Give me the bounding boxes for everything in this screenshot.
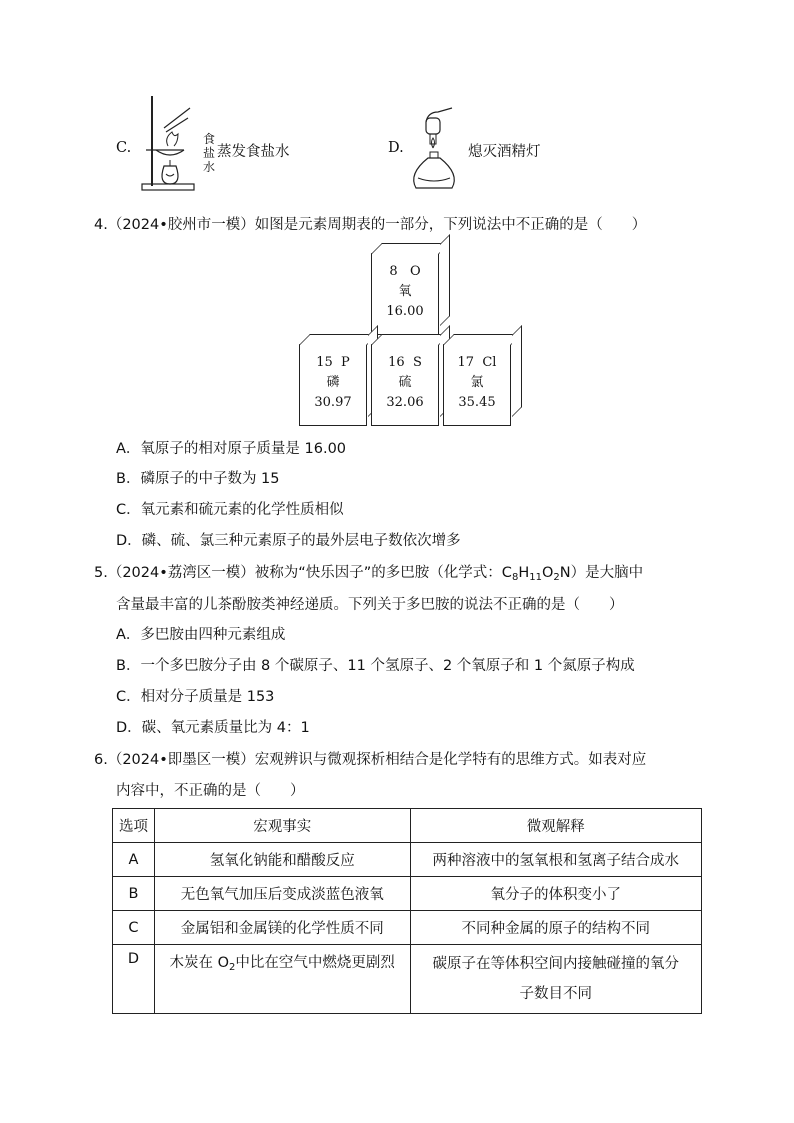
element-mass: 32.06 [386, 395, 424, 410]
element-number: 8 [389, 264, 398, 279]
formula-sub-o: 2 [553, 572, 560, 583]
fact-text-pre: 木炭在 O [169, 955, 230, 971]
question-4-stem: 4.（2024•胶州市一模）如图是元素周期表的一部分，下列说法中不正确的是（ ） [94, 217, 647, 233]
macro-micro-table [112, 808, 702, 1014]
table-header-cell: 选项 [113, 809, 155, 843]
fact-cell: 无色氧气加压后变成淡蓝色液氧 [154, 877, 410, 911]
explain-cell [410, 945, 702, 1014]
element-tile-oxygen [371, 253, 439, 335]
element-name: 硫 [398, 375, 412, 390]
formula-h: H [518, 565, 530, 581]
explain-cell: 两种溶液中的氢氧根和氢离子结合成水 [410, 843, 702, 877]
element-tile-chlorine [443, 344, 511, 426]
question-6-stem-line2: 内容中，不正确的是（ ） [116, 783, 305, 799]
q4-option-c: C．氧元素和硫元素的化学性质相似 [116, 502, 344, 518]
explain-cell: 氧分子的体积变小了 [410, 877, 702, 911]
question-5-stem-line2: 含量最丰富的儿茶酚胺类神经递质。下列关于多巴胺的说法不正确的是（ ） [116, 597, 624, 613]
element-mass: 16.00 [386, 304, 424, 319]
element-tile-phosphorus [299, 344, 367, 426]
element-mass: 35.45 [458, 395, 496, 410]
element-mass: 30.97 [314, 395, 352, 410]
element-name: 氧 [398, 284, 412, 299]
explain-line-2: 子数目不同 [519, 986, 592, 1002]
option-cell: B [113, 877, 155, 911]
fact-cell [154, 945, 410, 1014]
q5-option-d: D．碳、氧元素质量比为 4：1 [116, 720, 310, 736]
element-name: 氯 [470, 375, 484, 390]
question-6-stem-line1: 6.（2024•即墨区一模）宏观辨识与微观探析相结合是化学特有的思维方式。如表对应 [94, 752, 647, 768]
element-symbol: P [341, 355, 350, 370]
q5-stem-post: ）是大脑中 [570, 565, 644, 581]
option-d-letter: D. [388, 140, 404, 156]
fact-text-post: 中比在空气中燃烧更剧烈 [235, 955, 395, 971]
element-tile-sulfur [371, 344, 439, 426]
q5-option-b: B．一个多巴胺分子由 8 个碳原子、11 个氢原子、2 个氧原子和 1 个氮原子构成 [116, 658, 635, 674]
q4-option-b: B．磷原子的中子数为 15 [116, 471, 280, 487]
q4-option-a: A．氧原子的相对原子质量是 16.00 [116, 441, 347, 457]
explain-line-1: 碳原子在等体积空间内接触碰撞的氧分 [432, 956, 679, 972]
element-number: 16 [388, 355, 405, 370]
explain-cell: 不同种金属的原子的结构不同 [410, 911, 702, 945]
evaporation-apparatus-figure [138, 94, 206, 194]
question-5-stem-line1 [94, 561, 643, 583]
option-cell: A [113, 843, 155, 877]
q4-option-d: D．磷、硫、氯三种元素原子的最外层电子数依次增多 [116, 533, 461, 549]
element-symbol: S [412, 355, 422, 370]
q5-option-a: A．多巴胺由四种元素组成 [116, 627, 286, 643]
option-cell: C [113, 911, 155, 945]
fact-cell: 氢氧化钠能和醋酸反应 [154, 843, 410, 877]
element-symbol: O [410, 264, 421, 279]
table-header-cell: 微观解释 [410, 809, 702, 843]
fact-subscript: 2 [229, 962, 236, 973]
formula-n: N [559, 565, 571, 581]
formula-o: O [541, 565, 554, 581]
option-c-side-char-1: 食 [203, 132, 216, 146]
table-row [113, 877, 702, 911]
formula-sub-c: 8 [511, 572, 519, 583]
option-c-side-char-2: 盐 [203, 146, 216, 160]
element-symbol: Cl [482, 355, 497, 370]
table-header-row [113, 809, 702, 843]
q5-option-c: C．相对分子质量是 153 [116, 689, 275, 705]
table-row [113, 911, 702, 945]
q5-stem-pre: 5.（2024•荔湾区一模）被称为“快乐因子”的多巴胺（化学式：C [94, 565, 512, 581]
table-row [113, 945, 702, 1014]
option-c-letter: C. [116, 140, 132, 156]
element-number: 15 [316, 355, 333, 370]
option-d-label: 熄灭酒精灯 [468, 144, 541, 160]
table-row [113, 843, 702, 877]
fact-cell: 金属铝和金属镁的化学性质不同 [154, 911, 410, 945]
element-number: 17 [457, 355, 475, 370]
alcohol-lamp-figure [406, 104, 466, 196]
option-c-label: 蒸发食盐水 [217, 144, 290, 160]
formula-sub-h: 11 [529, 572, 542, 583]
table-header-cell: 宏观事实 [154, 809, 410, 843]
element-name: 磷 [326, 375, 340, 390]
option-c-side-char-3: 水 [203, 160, 216, 174]
option-cell: D [113, 945, 155, 1014]
